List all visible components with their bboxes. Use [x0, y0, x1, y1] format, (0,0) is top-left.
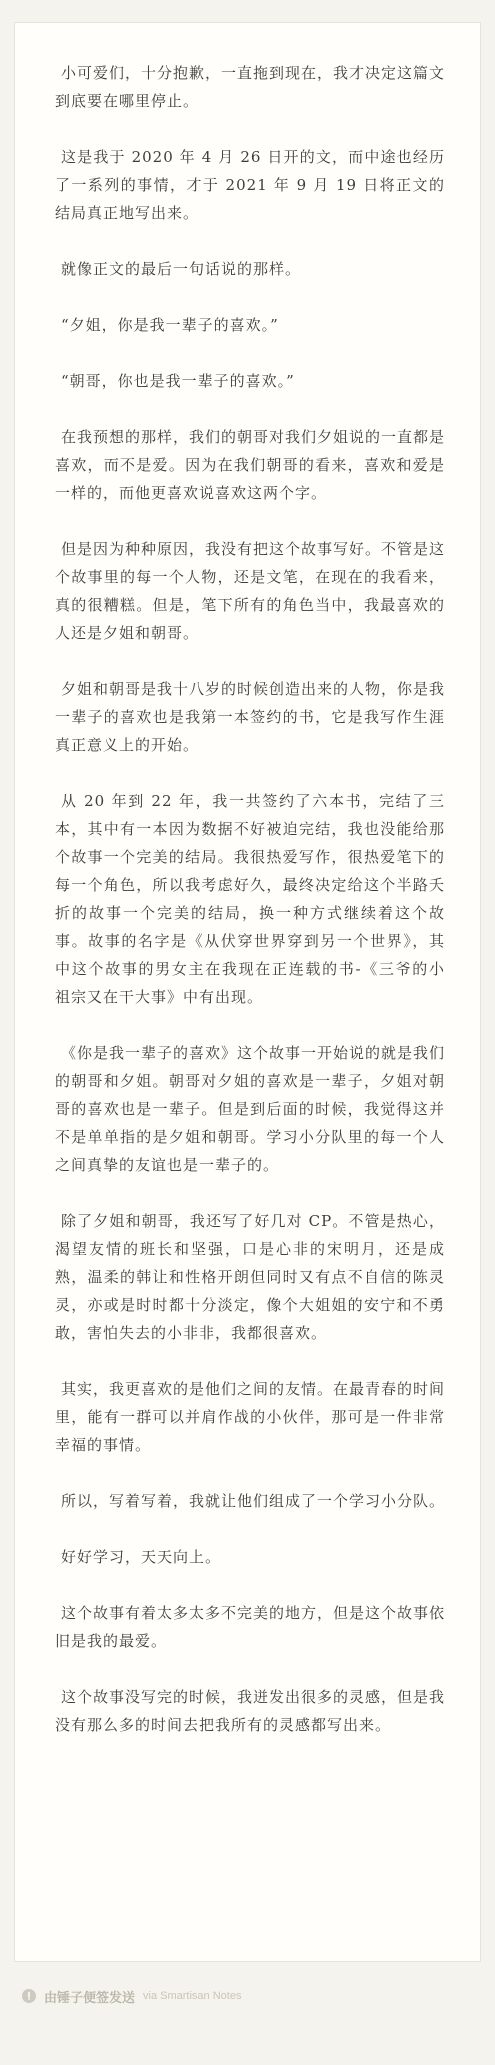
- note-paragraph: 在我预想的那样，我们的朝哥对我们夕姐说的一直都是喜欢，而不是爱。因为在我们朝哥的看来，喜欢和爱是一样的，而他更喜欢说喜欢这两个字。: [55, 428, 446, 502]
- note-paragraph: 除了夕姐和朝哥，我还写了好几对 CP。不管是热心，渴望友情的班长和坚强，口是心非的宋明月，还是成熟，温柔的韩让和性格开朗但同时又有点不自信的陈灵灵，亦或是时时都十分淡定，像个大姐姐的安宁和不勇敢，害怕失去的小非非，我都很喜欢。: [55, 1212, 445, 1342]
- note-paragraph: 这个故事有着太多太多不完美的地方，但是这个故事依旧是我的最爱。: [55, 1604, 446, 1650]
- footer-app-label: 由锤子便签发送: [44, 1989, 136, 2005]
- note-footer: [22, 1985, 241, 2007]
- note-paragraph: 就像正文的最后一句话说的那样。: [61, 260, 302, 278]
- smartisan-logo-icon: [22, 1989, 36, 2003]
- note-paragraph: 小可爱们，十分抱歉，一直拖到现在，我才决定这篇文到底要在哪里停止。: [55, 64, 446, 110]
- note-paragraph: 这个故事没写完的时候，我迸发出很多的灵感，但是我没有那么多的时间去把我所有的灵感都写出来。: [55, 1688, 446, 1734]
- note-paragraph: 夕姐和朝哥是我十八岁的时候创造出来的人物，你是我一辈子的喜欢也是我第一本签约的书，它是我写作生涯真正意义上的开始。: [55, 680, 446, 754]
- note-paragraph: 从 20 年到 22 年，我一共签约了六本书，完结了三本，其中有一本因为数据不好被迫完结，我也没能给那个故事一个完美的结局。我很热爱写作，很热爱笔下的每一个角色，所以我考虑好久，最终决定给这个半路夭折的故事一个完美的结局，换一种方式继续着这个故事。故事的名字是《从伏穿世界穿到另一个世界》，其中这个故事的男女主在我现在正连载的书-《三爷的小祖宗又在干大事》中有出现。: [55, 792, 445, 1006]
- note-paragraph: “朝哥，你也是我一辈子的喜欢。”: [61, 372, 295, 390]
- note-paper: [14, 22, 481, 1962]
- note-body: [55, 59, 445, 1767]
- note-paragraph: 所以，写着写着，我就让他们组成了一个学习小分队。: [61, 1492, 446, 1510]
- note-paragraph: 但是因为种种原因，我没有把这个故事写好。不管是这个故事里的每一个人物，还是文笔，在现在的我看来，真的很糟糕。但是，笔下所有的角色当中，我最喜欢的人还是夕姐和朝哥。: [55, 540, 446, 642]
- note-paragraph: 其实，我更喜欢的是他们之间的友情。在最青春的时间里，能有一群可以并肩作战的小伙伴，那可是一件非常幸福的事情。: [55, 1380, 446, 1454]
- note-paragraph: 好好学习，天天向上。: [61, 1548, 222, 1566]
- footer-via-label: via Smartisan Notes: [143, 1990, 242, 2002]
- note-paragraph: “夕姐，你是我一辈子的喜欢。”: [61, 316, 279, 334]
- note-paragraph: 《你是我一辈子的喜欢》这个故事一开始说的就是我们的朝哥和夕姐。朝哥对夕姐的喜欢是一辈子，夕姐对朝哥的喜欢也是一辈子。但是到后面的时候，我觉得这并不是单单指的是夕姐和朝哥。学习小分队里的每一个人之间真挚的友谊也是一辈子的。: [55, 1044, 446, 1174]
- note-paragraph: 这是我于 2020 年 4 月 26 日开的文，而中途也经历了一系列的事情，才于 2021 年 9 月 19 日将正文的结局真正地写出来。: [55, 148, 445, 222]
